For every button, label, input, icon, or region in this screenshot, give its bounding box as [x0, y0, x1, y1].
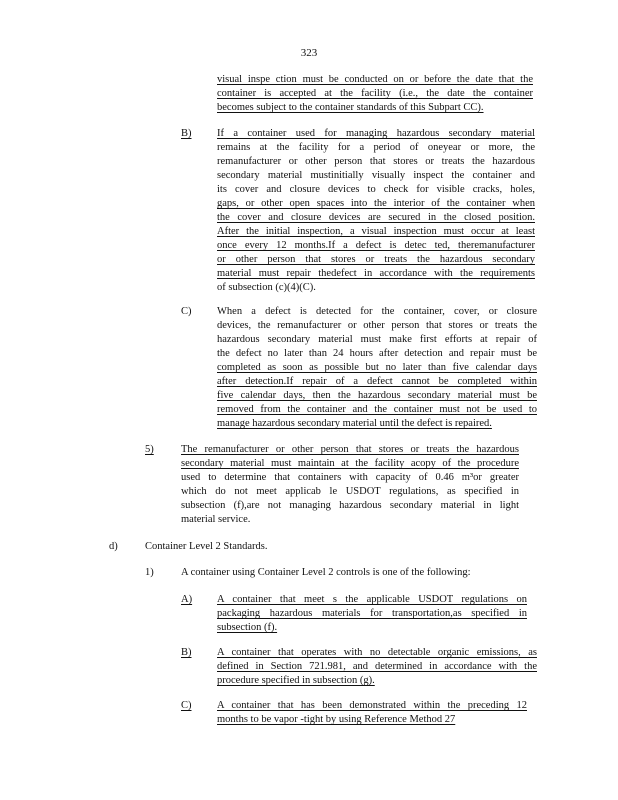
text-line: material service. — [181, 514, 251, 525]
text-line: container is accepted at the facility (i.e., the date the container — [217, 88, 533, 99]
section-d-title: Container Level 2 Standards. — [145, 541, 268, 552]
text-line: A container that operates with no detectable organic emissions, as — [217, 647, 537, 658]
text-line: If a container used for managing hazardous secondary material — [217, 128, 535, 139]
text-line: devices, the remanufacturer or other person that stores or treats the — [217, 320, 537, 331]
text-line: hazardous secondary material must make first efforts at repair of — [217, 334, 537, 345]
item-b-label: B) — [181, 128, 192, 139]
text-line: packaging hazardous materials for transportation,as specified in — [217, 608, 527, 619]
text-line: used to determine that containers with capacity of 0.46 m³or greater — [181, 472, 519, 483]
text-line: A container that meet s the applicable USDOT regulations on — [217, 594, 527, 605]
text-line: visual inspe ction must be conducted on or before the date that the — [217, 74, 533, 85]
text-line: which do not meet applicab le USDOT regulations, as specified in — [181, 486, 519, 497]
text-line: its cover and closure devices to check for visible cracks, holes, — [217, 184, 535, 195]
text-line: manage hazardous secondary material until the defect is repaired. — [217, 418, 492, 429]
text-line: after detection.If repair of a defect cannot be completed within — [217, 376, 537, 387]
text-line: becomes subject to the container standards of this Subpart CC). — [217, 102, 484, 113]
item-dc-paragraph — [217, 699, 527, 727]
text-line: of subsection (c)(4)(C). — [217, 282, 316, 293]
text-line: remanufacturer or other person that stores or treats the hazardous — [217, 156, 535, 167]
text-line: or other person that stores or treats the hazardous secondary — [217, 254, 535, 265]
text-line: once every 12 months.If a defect is detec ted, theremanufacturer — [217, 240, 535, 251]
text-line: The remanufacturer or other person that stores or treats the hazardous — [181, 444, 519, 455]
item-dc-label: C) — [181, 700, 192, 711]
intro-paragraph — [217, 73, 533, 115]
text-line: months to be vapor -tight by using Reference Method 27 — [217, 714, 456, 725]
text-line: material must repair thedefect in accordance with the requirements — [217, 268, 535, 279]
item-da-paragraph — [217, 593, 527, 635]
item-5-paragraph — [181, 443, 519, 527]
text-line: removed from the container and the container must not be used to — [217, 404, 537, 415]
item-d1-text: A container using Container Level 2 controls is one of the following: — [181, 567, 471, 578]
item-b-paragraph — [217, 127, 535, 295]
text-line: completed as soon as possible but no later than five calendar days — [217, 362, 537, 373]
item-5-label: 5) — [145, 444, 154, 455]
text-line: secondary material must maintain at the facility acopy of the procedure — [181, 458, 519, 469]
text-line: the cover and closure devices are secured in the closed position. — [217, 212, 535, 223]
item-db-paragraph — [217, 646, 537, 688]
text-line: A container that has been demonstrated within the preceding 12 — [217, 700, 527, 711]
text-line: defined in Section 721.981, and determined in accordance with the — [217, 661, 537, 672]
item-da-label: A) — [181, 594, 193, 605]
text-line: remains at the facility for a period of oneyear or more, the — [217, 142, 535, 153]
text-line: secondary material mustinitially visually inspect the container and — [217, 170, 535, 181]
text-line: procedure specified in subsection (g). — [217, 675, 375, 686]
text-line: When a defect is detected for the container, cover, or closure — [217, 306, 537, 317]
item-d1-label: 1) — [145, 567, 154, 578]
text-line: After the initial inspection, a visual inspection must occur at least — [217, 226, 535, 237]
text-line: five calendar days, then the hazardous secondary material must be — [217, 390, 537, 401]
text-line: subsection (f),are not managing hazardous secondary material in light — [181, 500, 519, 511]
text-line: the defect no later than 24 hours after detection and repair must be — [217, 348, 537, 359]
section-d-label: d) — [109, 541, 118, 552]
text-line: subsection (f). — [217, 622, 278, 633]
page-number: 323 — [300, 47, 318, 59]
item-c-paragraph — [217, 305, 537, 431]
text-line: gaps, or other open spaces into the interior of the container when — [217, 198, 535, 209]
item-db-label: B) — [181, 647, 192, 658]
item-c-label: C) — [181, 306, 192, 317]
